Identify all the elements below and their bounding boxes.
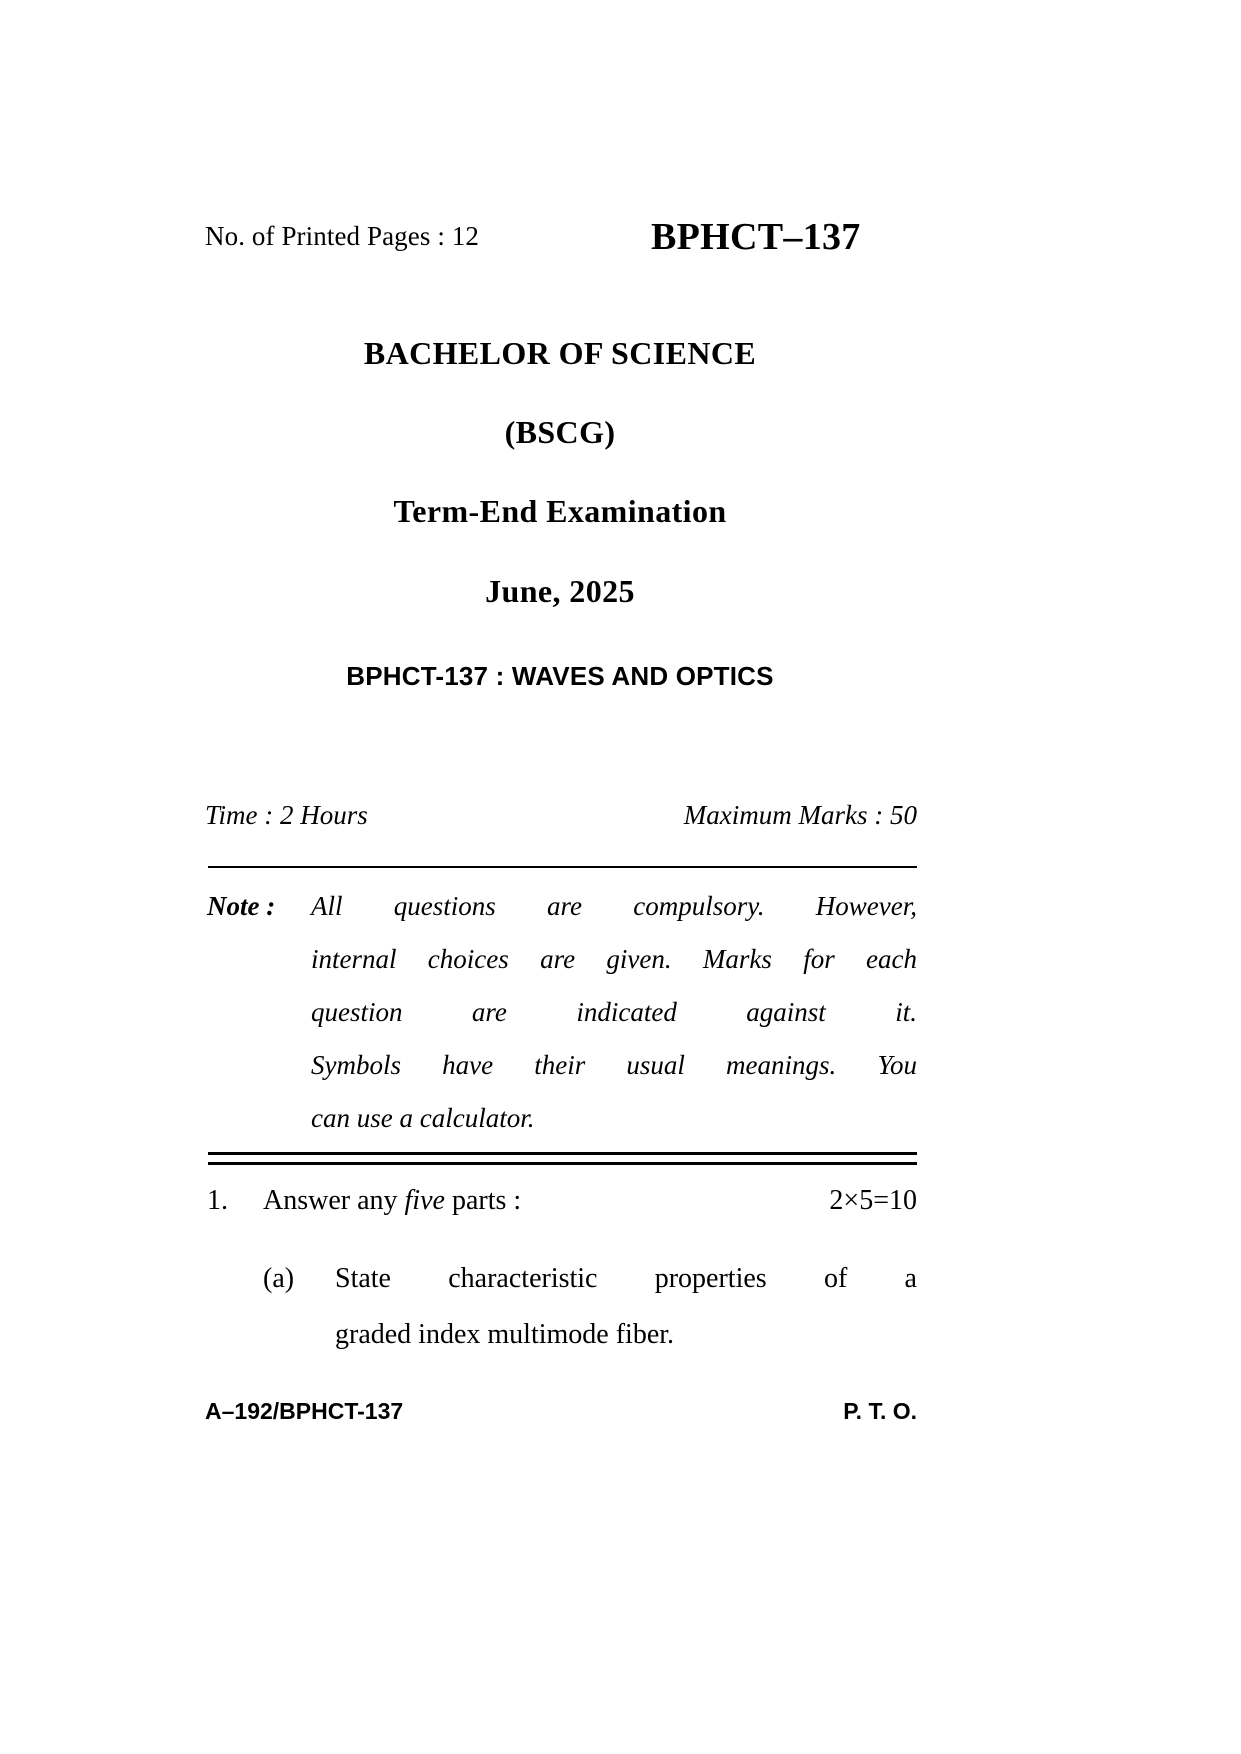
exam-duration: Time : 2 Hours [205, 800, 368, 830]
subject-title: BPHCT-137 : WAVES AND OPTICS [346, 660, 774, 691]
note-word: can use a calculator. [311, 1103, 535, 1133]
question-number: 1. [207, 1185, 228, 1216]
part-word: properties [654, 1263, 767, 1294]
exam-maximum-marks: Maximum Marks : 50 [683, 800, 917, 830]
note-word: against [746, 997, 826, 1027]
note-word: Marks [702, 944, 772, 974]
note-word: indicated [576, 997, 677, 1027]
course-code-heading: BPHCT–137 [651, 216, 861, 258]
programme-title: BACHELOR OF SCIENCE [363, 335, 757, 371]
note-line-2 [311, 933, 917, 986]
note-word: usual [626, 1050, 685, 1080]
part-word: characteristic [448, 1263, 598, 1294]
note-word: Symbols [311, 1050, 401, 1080]
note-word: internal [311, 944, 397, 974]
note-word: given. [606, 944, 672, 974]
question-1-stem-row [205, 1185, 917, 1241]
printed-pages-label: No. of Printed Pages : 12 [205, 221, 479, 251]
question-stem-suffix: parts : [444, 1185, 522, 1216]
programme-code: (BSCG) [504, 414, 616, 451]
note-bottom-divider [208, 1152, 917, 1165]
part-label: (a) [263, 1263, 295, 1294]
note-word: are [540, 944, 576, 974]
question-block [205, 1185, 917, 1350]
note-word: question [311, 997, 403, 1027]
question-stem-prefix: Answer any [263, 1185, 405, 1216]
question-stem-emphasis: five [404, 1185, 445, 1216]
note-line-3 [311, 986, 917, 1039]
question-marks: 2×5=10 [829, 1185, 917, 1216]
note-word: have [442, 1050, 494, 1080]
note-word: for [803, 944, 835, 974]
note-top-divider [208, 866, 917, 868]
question-stem [263, 1185, 521, 1217]
note-word: questions [393, 891, 496, 921]
note-word: However, [815, 891, 917, 921]
exam-session: June, 2025 [485, 572, 635, 609]
note-word: it. [895, 997, 917, 1027]
note-word: are [471, 997, 507, 1027]
exam-type: Term-End Examination [393, 493, 727, 530]
part-text-line-1 [335, 1263, 917, 1295]
note-block [205, 880, 917, 1145]
page-header [205, 215, 935, 267]
note-word: choices [427, 944, 509, 974]
note-word: each [866, 944, 917, 974]
question-part-a [205, 1263, 917, 1350]
note-word: All [311, 891, 343, 921]
note-word: their [534, 1050, 586, 1080]
title-block [205, 336, 915, 692]
part-word: of [823, 1263, 848, 1294]
footer-pto-label: P. T. O. [843, 1398, 917, 1424]
note-label: Note : [207, 891, 276, 921]
part-word: State [335, 1263, 391, 1294]
note-line-5 [311, 1092, 917, 1145]
footer-paper-id: A–192/BPHCT-137 [205, 1398, 404, 1424]
part-text-line-2: graded index multimode fiber. [335, 1319, 675, 1350]
note-first-row [205, 880, 917, 933]
note-line-1 [311, 880, 917, 933]
part-word: a [904, 1263, 917, 1294]
note-word: meanings. [726, 1050, 837, 1080]
note-line-4 [311, 1039, 917, 1092]
note-word: are [547, 891, 583, 921]
note-word: compulsory. [633, 891, 765, 921]
note-word: You [877, 1050, 917, 1080]
